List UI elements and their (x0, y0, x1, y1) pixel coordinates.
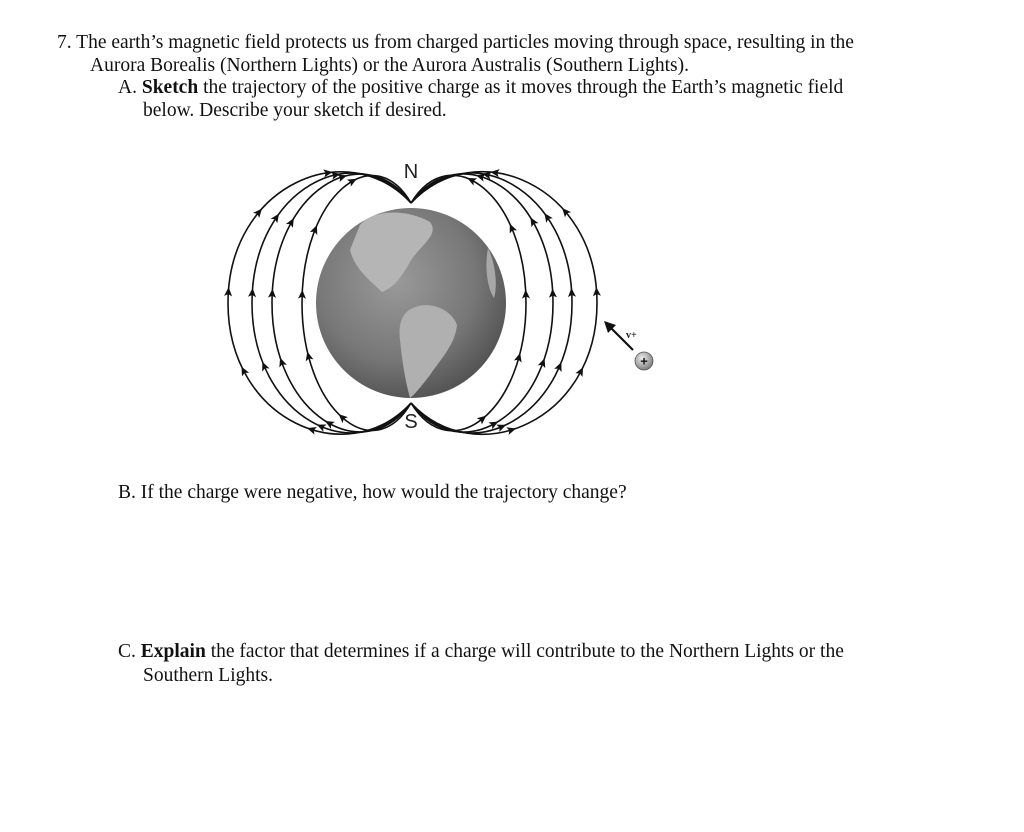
part-b-text: If the charge were negative, how would the trajectory change? (140, 482, 627, 503)
field-arrow-icon (286, 216, 297, 228)
part-a-label: A. (118, 77, 137, 98)
field-arrow-icon (527, 215, 538, 227)
field-arrow-icon (541, 211, 553, 223)
field-arrow-icon (538, 357, 549, 368)
part-c-text: the factor that determines if a charge will contribute to the Northern Lights or the (210, 641, 844, 662)
velocity-label: v+ (626, 330, 637, 341)
field-arrow-icon (554, 361, 565, 372)
part-b-label: B. (118, 482, 136, 503)
field-arrow-icon (496, 421, 507, 432)
part-a-keyword: Sketch (141, 77, 199, 98)
field-arrow-icon (315, 421, 326, 432)
part-c-line1 (118, 641, 844, 663)
field-arrow-icon (306, 424, 317, 434)
positive-charge (635, 352, 653, 370)
question-number: 7. (57, 32, 72, 53)
part-b (118, 482, 627, 504)
field-arrow-icon (271, 211, 283, 223)
intro-text: The earth’s magnetic field protects us from charged particles moving through space, resulting in the (76, 32, 854, 53)
part-a-line2: below. Describe your sketch if desired. (143, 100, 447, 121)
field-arrow-icon (276, 356, 287, 367)
field-arrow-icon (347, 175, 359, 186)
charge-symbol: + (640, 353, 648, 369)
field-arrow-icon (310, 224, 321, 235)
part-c-line2: Southern Lights. (143, 665, 273, 686)
field-arrow-icon (259, 360, 270, 371)
north-pole-label: N (403, 161, 419, 183)
field-arrow-icon (575, 365, 586, 377)
field-arrow-icon (506, 425, 517, 435)
field-arrow-icon (303, 351, 313, 362)
field-arrow-icon (465, 174, 477, 185)
question-intro-line2: Aurora Borealis (Northern Lights) or the Aurora Australis (Southern Lights). (90, 55, 689, 76)
field-arrow-icon (238, 365, 249, 377)
part-a-text: the trajectory of the positive charge as it moves through the Earth’s magnetic field (203, 77, 844, 98)
earth-globe (316, 208, 506, 398)
field-arrow-icon (506, 222, 517, 233)
south-pole-label: S (404, 411, 418, 433)
field-arrow-icon (514, 352, 524, 363)
part-c-label: C. (118, 641, 136, 662)
part-c-keyword: Explain (140, 641, 206, 662)
